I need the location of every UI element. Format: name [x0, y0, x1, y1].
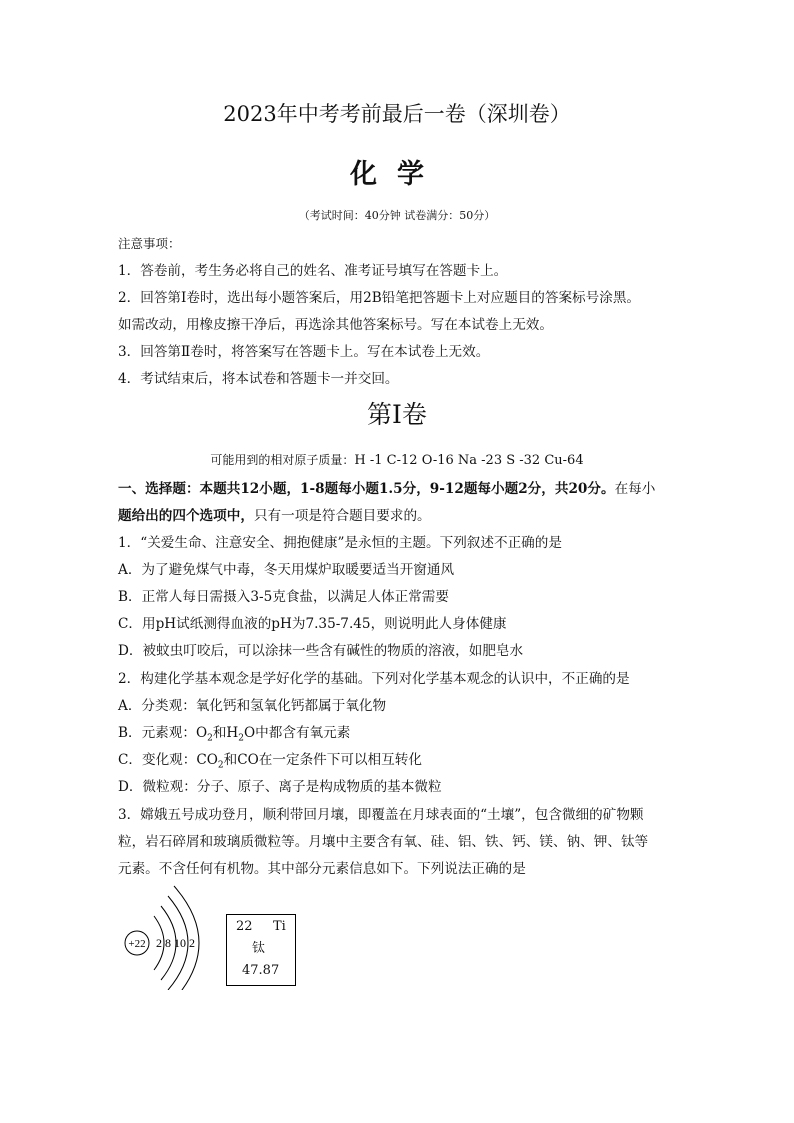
subject-title: 化学 [350, 159, 444, 190]
q2-c-text: 和CO在一定条件下可以相互转化 [223, 752, 422, 768]
q1-option-a: A．为了避免煤气中毒，冬天用煤炉取暖要适当开窗通风 [118, 562, 455, 578]
notes-heading: 注意事项： [118, 236, 181, 251]
question-1-stem: 1．“关爱生命、注意安全、拥抱健康”是永恒的主题。下列叙述不正确的是 [118, 535, 562, 551]
atomic-masses-values: H -1 C-12 O-16 Na -23 S -32 Cu-64 [354, 453, 584, 468]
element-symbol: Ti [273, 919, 286, 934]
part1-intro-bold: 题给出的四个选项中， [118, 508, 254, 524]
subscript: 2 [207, 733, 213, 744]
question-3-line: 3．嫦娥五号成功登月，顺利带回月壤，即覆盖在月球表面的“土壤”，包含微细的矿物颗 [118, 807, 644, 823]
q2-b-text: B．元素观：O [118, 725, 208, 741]
q2-option-b [118, 721, 350, 744]
nucleus-charge: +22 [128, 938, 146, 950]
note-item: 4．考试结束后，将本试卷和答题卡一并交回。 [118, 371, 399, 387]
question-2-stem: 2．构建化学基本观念是学好化学的基础。下列对化学基本观念的认识中，不正确的是 [118, 671, 630, 687]
section-title: 第Ⅰ卷 [367, 400, 427, 429]
question-3-line: 元素。不含任何有机物。其中部分元素信息如下。下列说法正确的是 [118, 861, 526, 877]
q2-option-c [118, 748, 422, 771]
part1-intro-plain: 在每小 [614, 481, 656, 497]
subscript: 2 [238, 733, 245, 744]
q1-option-b: B．正常人每日需摄入3-5克食盐，以满足人体正常需要 [118, 589, 449, 605]
part1-intro-bold: 一、选择题：本题共12小题，1-8题每小题1.5分，9-12题每小题2分，共20分。 [118, 481, 615, 497]
subscript: 2 [217, 760, 224, 771]
periodic-table-cell [226, 914, 296, 986]
note-item: 如需改动，用橡皮擦干净后，再选涂其他答案标号。写在本试卷上无效。 [118, 317, 553, 333]
question-3-line: 粒，岩石碎屑和玻璃质微粒等。月壤中主要含有氧、硅、铝、铁、钙、镁、钠、钾、钛等 [118, 834, 649, 850]
q1-option-d: D．被蚊虫叮咬后，可以涂抹一些含有碱性的物质的溶液，如肥皂水 [118, 643, 524, 659]
q2-b-text: O中都含有氧元素 [244, 725, 351, 741]
exam-time-info: （考试时间：40分钟 试卷满分：50分） [298, 209, 496, 222]
atomic-masses [0, 451, 794, 468]
q1-option-c: C．用pH试纸测得血液的pH为7.35-7.45，则说明此人身体健康 [118, 616, 507, 632]
q2-b-text: 和H [212, 725, 239, 741]
q2-option-a: A．分类观：氧化钙和氢氧化钙都属于氧化物 [118, 698, 387, 714]
atomic-masses-label: 可能用到的相对原子质量： [210, 453, 355, 467]
q2-option-d: D．微粒观：分子、原子、离子是构成物质的基本微粒 [118, 779, 442, 795]
part1-intro-line1 [118, 477, 655, 497]
page-title: 2023年中考考前最后一卷（深圳卷） [223, 102, 571, 126]
element-name: 钛 [252, 941, 266, 956]
note-item: 2．回答第Ⅰ卷时，选出每小题答案后，用2B铅笔把答题卡上对应题目的答案标号涂黑。 [118, 290, 641, 306]
note-item: 1．答卷前，考生务必将自己的姓名、准考证号填写在答题卡上。 [118, 263, 508, 279]
shell-electrons: 2 8 10 2 [156, 936, 195, 950]
q2-c-text: C．变化观：CO [118, 752, 218, 768]
note-item: 3．回答第Ⅱ卷时，将答案写在答题卡上。写在本试卷上无效。 [118, 344, 490, 360]
atomic-mass: 47.87 [242, 963, 280, 978]
atomic-number: 22 [236, 919, 253, 934]
part1-intro-line2 [118, 504, 431, 524]
part1-intro-plain: 只有一项是符合题目要求的。 [253, 508, 431, 524]
